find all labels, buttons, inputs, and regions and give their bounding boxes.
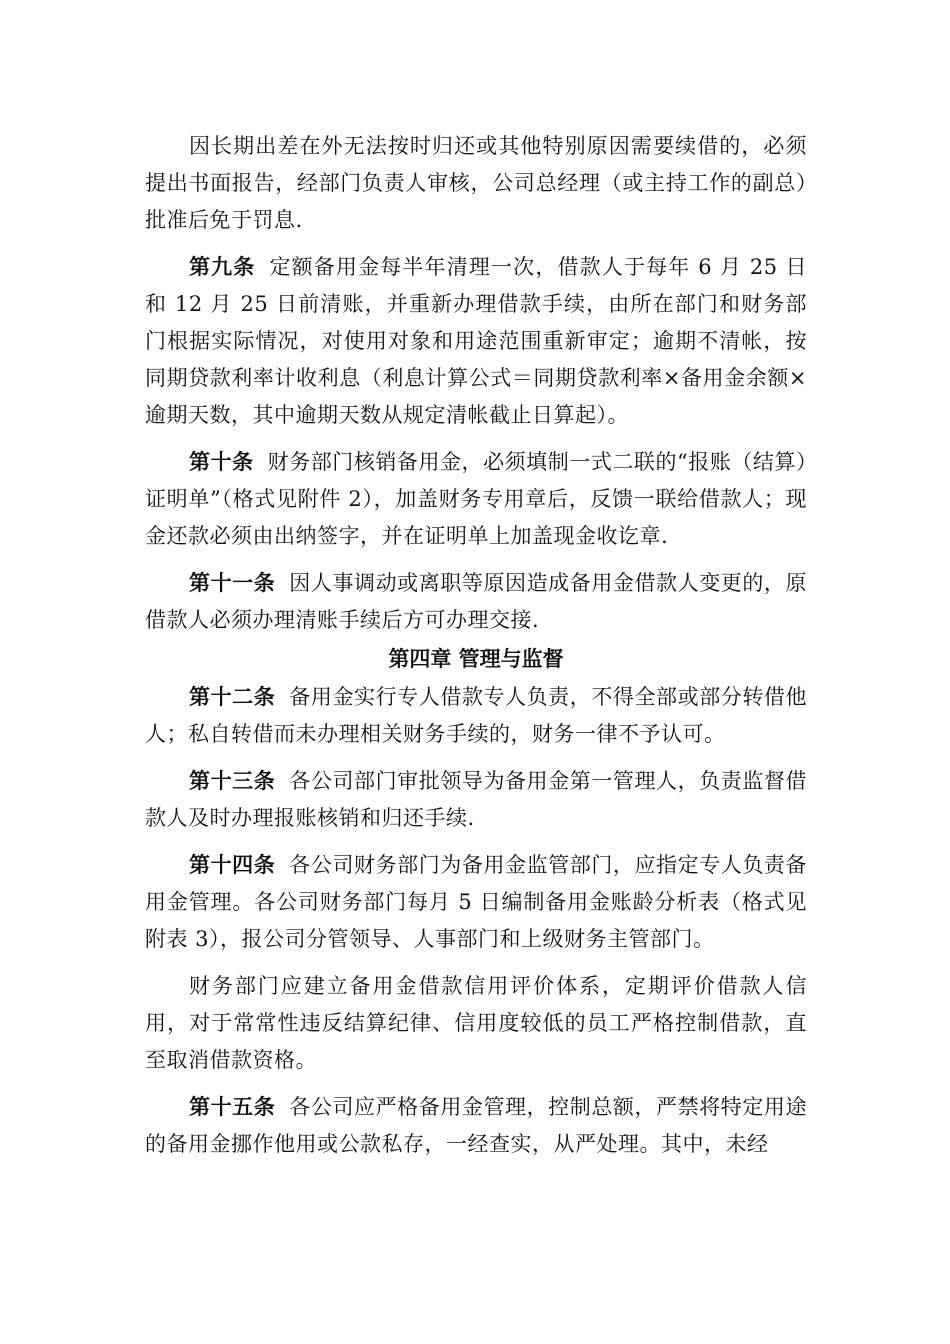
paragraph-text: 财务部门应建立备用金借款信用评价体系，定期评价借款人信用，对于常常性违反结算纪律、信用度较低的员工严格控制借款，直至取消借款资格。: [145, 974, 807, 1072]
article-15: [145, 1089, 807, 1163]
article-label: 第十四条: [189, 853, 276, 877]
article-14: [145, 847, 807, 958]
article-label: 第十五条: [189, 1095, 276, 1119]
paragraph-text: 因长期出差在外无法按时归还或其他特别原因需要续借的，必须提出书面报告，经部门负责人审核，公司总经理（或主持工作的副总）批准后免于罚息.: [145, 134, 807, 232]
article-text: 定额备用金每半年清理一次，借款人于每年 6 月 25 日和 12 月 25 日前清账，并重新办理借款手续，由所在部门和财务部门根据实际情况，对使用对象和用途范围重新审定；逾期不清帐，按同期贷款利率计收利息（利息计算公式＝同期贷款利率×备用金余额×逾期天数，其中逾期天数从规定清帐截止日算起）。: [145, 255, 807, 427]
article-text: 财务部门核销备用金，必须填制一式二联的“报账（结算）证明单”（格式见附件 2），加盖财务专用章后，反馈一联给借款人；现金还款必须由出纳签字，并在证明单上加盖现金收讫章.: [145, 450, 808, 548]
article-label: 第十一条: [189, 571, 276, 595]
article-text: 各公司财务部门为备用金监管部门，应指定专人负责备用金管理。各公司财务部门每月 5 日编制备用金账龄分析表（格式见附表 3），报公司分管领导、人事部门和上级财务主管部门。: [145, 853, 807, 951]
article-13: [145, 763, 807, 837]
chapter-heading: 第四章 管理与监督: [388, 647, 564, 671]
document-body: [145, 128, 807, 1163]
article-label: 第九条: [189, 255, 256, 279]
article-label: 第十条: [189, 450, 254, 474]
paragraph-extension: [145, 128, 807, 239]
article-text: 各公司部门审批领导为备用金第一管理人，负责监督借款人及时办理报账核销和归还手续.: [145, 769, 807, 830]
article-text: 因人事调动或离职等原因造成备用金借款人变更的，原借款人必须办理清账手续后方可办理交接.: [145, 571, 807, 632]
article-9: [145, 249, 807, 434]
paragraph-credit: [145, 968, 807, 1079]
article-12: [145, 679, 807, 753]
article-label: 第十三条: [189, 769, 276, 793]
article-10: [145, 444, 807, 555]
article-text: 各公司应严格备用金管理，控制总额，严禁将特定用途的备用金挪作他用或公款私存，一经查实，从严处理。其中，未经: [145, 1095, 807, 1156]
article-text: 备用金实行专人借款专人负责，不得全部或部分转借他人；私自转借而未办理相关财务手续的，财务一律不予认可。: [145, 685, 807, 746]
article-11: [145, 565, 807, 639]
article-label: 第十二条: [189, 685, 276, 709]
